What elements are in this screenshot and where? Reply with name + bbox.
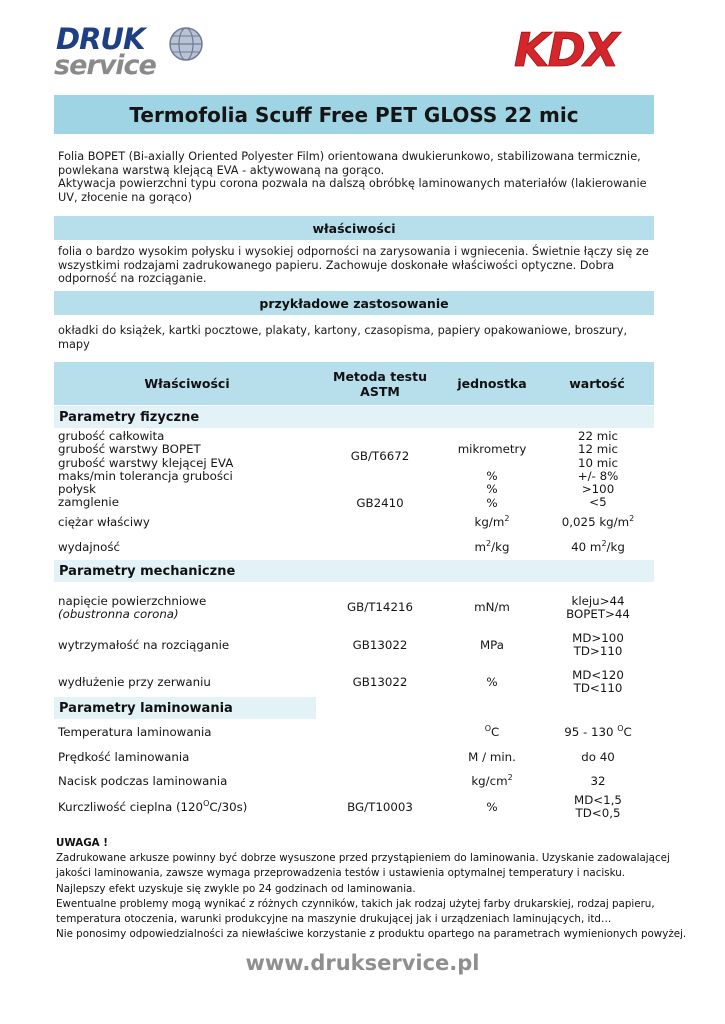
property-label-main: napięcie powierzchniowe [58,594,207,608]
unit-value: $^O$C [484,724,500,739]
property-label-sub: (obustronna corona) [58,607,179,622]
kdx-logo-text: KDX [514,24,618,74]
property-value: kleju>44 BOPET>44 [566,594,630,622]
intro-line: UV, złocenie na gorąco) [58,190,193,204]
property-label: grubość warstwy klejącej EVA [58,455,234,470]
kdx-logo [512,24,662,74]
method-value: GB/T14216 [347,600,413,614]
group-heading-laminowania-label: Parametry laminowania [59,700,233,716]
property-value: 0,025 $kg/m^2$ [561,514,635,529]
intro-line: powlekana warstwą klejącą EVA - aktywowaną na gorąco. [58,163,385,177]
property-label: połysk [58,482,97,497]
zastosowanie-text [58,324,658,351]
intro-line: Aktywacja powierzchni typu corona pozwala na dalszą obróbkę laminowanych materiałów (lakierowanie [58,177,647,191]
unit-value: $m^2/kg$ [474,539,510,554]
zastosowanie-line: mapy [58,337,90,351]
druk-service-logo [54,20,204,82]
property-label: wytrzymałość na rozciąganie [58,638,230,652]
wlasciwosci-line: odporność na rozciąganie. [58,272,207,286]
property-label: Nacisk podczas laminowania [58,774,228,788]
fizyczne-property-list [58,430,328,510]
property-value: 95 - 130 $^O$C [564,724,632,739]
group-heading-fizyczne [54,406,654,428]
warning-line: Ewentualne problemy mogą wynikać z różnych czynników, takich jak rodzaj użytej farby drukarskiej, rodzaj papieru, [56,897,655,910]
property-value: 12 mic [577,442,619,457]
property-value: MD<1,5 TD<0,5 [574,793,622,821]
property-value: 10 mic [577,455,619,470]
header-method-line2: ASTM [360,384,400,399]
property-label: Temperatura laminowania [58,725,212,739]
header-value: wartość [569,376,625,391]
method-value: GB13022 [352,638,408,652]
page-title: Termofolia Scuff Free PET GLOSS 22 mic [129,102,579,127]
header-unit: jednostka [457,376,527,391]
warning-line: jakości laminowania, zawsze wymaga przeprowadzenia testów i ustawienia optymalnej temperatury i nacisku. [56,867,626,880]
wlasciwosci-line: wszystkimi rodzajami zadrukowanego papieru. Zachowuje doskonałe właściwości optyczne. Dobra [58,258,615,272]
property-label: Prędkość laminowania [58,750,190,764]
group-heading-laminowania [54,697,316,719]
zastosowanie-line: okładki do książek, kartki pocztowe, plakaty, kartony, czasopisma, papiery opakowaniowe, broszury, [58,324,628,337]
property-value: >100 [581,482,615,497]
method-value: GB13022 [352,675,408,689]
unit-value: % [486,800,498,814]
unit-value: % [486,675,498,689]
unit-value: mikrometry [457,442,527,456]
header-method-line1: Metoda testu [333,369,427,384]
warning-line: temperatura otoczenia, warunki produkcyjne na maszynie drukującej jak i urządzeniach laminujących, itd… [56,913,612,926]
warning-line: Nie ponosimy odpowiedzialności za niewłaściwe korzystanie z produktu opartego na parametrach wymienionych powyżej. [56,928,687,941]
warning-line: Zadrukowane arkusze powinny być dobrze wysuszone przed przystąpieniem do laminowania. Uzyskanie zadowalającej [56,852,670,865]
property-label: Kurczliwość cieplna $(120^OC/30s)$ [58,799,248,814]
section-heading-zastosowanie: przykładowe zastosowanie [54,291,654,315]
intro-line: Folia BOPET (Bi-axially Oriented Polyester Film) orientowana dwukierunkowo, stabilizowana termicznie, [58,150,641,163]
intro-description [58,150,658,204]
property-value: MD>100 TD>110 [572,631,624,659]
property-label: grubość warstwy BOPET [58,442,201,457]
group-heading-mechaniczne [54,560,654,582]
unit-value: M / min. [468,750,516,764]
property-label: zamglenie [58,495,119,510]
warning-line: Najlepszy efekt uzyskuje się zwykle po 24 godzinach od laminowania. [56,882,416,895]
method-value: BG/T10003 [347,800,413,814]
group-heading-mechaniczne-label: Parametry mechaniczne [59,563,236,579]
unit-value: MPa [480,638,504,652]
wlasciwosci-line: folia o bardzo wysokim połysku i wysokiej odporności na zarysowania i wgniecenia. Świetnie łączy się ze [58,245,649,258]
unit-value: $kg/cm^2$ [471,773,513,788]
globe-icon [168,26,204,62]
method-value: GB2410 [356,496,404,510]
druk-logo-text: DRUK [56,22,145,56]
property-value: 22 mic [577,429,619,443]
footer-website-link[interactable]: www.drukservice.pl [245,951,480,975]
header-property: Właściwości [144,376,230,391]
property-value: +/- 8% [577,468,619,483]
service-logo-text: service [54,50,156,81]
unit-value: mN/m [474,600,510,614]
warning-note [56,836,696,942]
unit-value: % [486,496,498,510]
property-label: ciężar właściwy [58,515,150,529]
property-label: grubość całkowita [58,429,165,443]
property-label: maks/min tolerancja grubości [58,468,233,483]
wlasciwosci-text [58,245,658,286]
property-value: do 40 [581,750,615,764]
property-label: wydłużenie przy zerwaniu [58,675,211,689]
method-value: GB/T6672 [350,449,410,463]
section-heading-wlasciwosci: właściwości [54,216,654,240]
property-label [58,595,328,622]
header-method [320,369,440,399]
property-value: 32 [590,774,606,788]
unit-value: % [486,469,498,483]
property-value: <5 [589,495,607,510]
unit-value: % [486,482,498,496]
property-label: wydajność [58,540,120,554]
fizyczne-value-list [548,430,648,510]
property-value: MD<120 TD<110 [572,668,624,696]
unit-value: $kg/m^2$ [474,514,510,529]
group-heading-fizyczne-label: Parametry fizyczne [59,409,200,425]
warning-heading: UWAGA ! [56,837,108,849]
title-banner [54,95,654,134]
property-value: 40 $m^2/kg$ [571,539,625,554]
